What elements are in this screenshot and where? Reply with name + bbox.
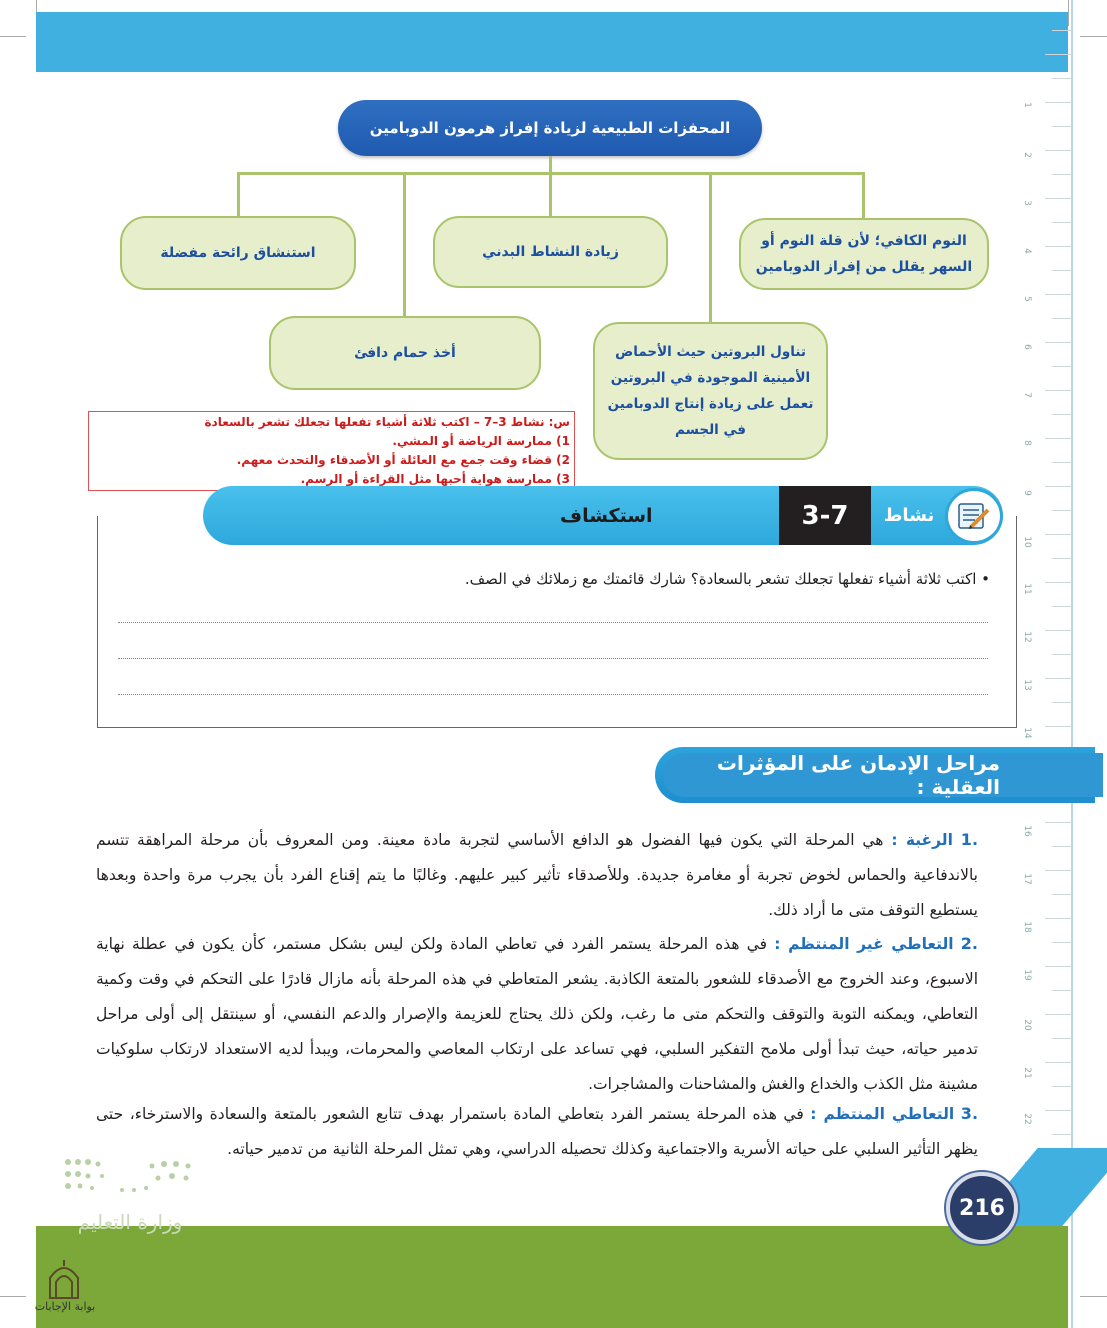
ruler-number: 13 — [1022, 679, 1032, 691]
ruler-tick — [1052, 30, 1071, 31]
ruler-tick — [1045, 534, 1071, 535]
ruler-tick — [1052, 1086, 1071, 1087]
activity-label: نشاط — [883, 505, 935, 526]
ruler-tick — [1045, 582, 1071, 583]
connector — [403, 172, 406, 318]
ruler-tick — [1052, 606, 1071, 607]
connector — [237, 172, 240, 218]
paragraph-irregular-use — [96, 926, 978, 1102]
answer-line — [118, 658, 988, 659]
ruler-tick — [1052, 510, 1071, 511]
ruler-number: 20 — [1022, 1019, 1032, 1031]
ruler-number: 2 — [1022, 152, 1032, 158]
ruler-number: 9 — [1022, 490, 1032, 496]
ruler-tick — [1052, 558, 1071, 559]
ruler-tick — [1045, 438, 1071, 439]
ruler-tick — [1045, 966, 1071, 967]
ruler-tick — [1045, 918, 1071, 919]
activity-title: استكشاف — [560, 504, 653, 527]
ruler-tick — [1052, 318, 1071, 319]
ruler-tick — [1045, 870, 1071, 871]
node-scent: استنشاق رائحة مفضلة — [120, 216, 356, 290]
crop-mark — [0, 36, 26, 37]
ruler-tick — [1052, 1038, 1071, 1039]
ruler-tick — [1045, 678, 1071, 679]
ruler-tick — [1045, 150, 1071, 151]
crop-mark — [1068, 0, 1069, 26]
node-sleep: النوم الكافي؛ لأن قلة النوم أو السهر يقلل من إفراز الدوبامين — [739, 218, 989, 290]
ruler-tick — [1045, 54, 1071, 55]
activity-number: 3-7 — [779, 486, 871, 545]
answer-note — [88, 411, 575, 491]
paragraph-term: الرغبة : — [891, 831, 953, 849]
ruler-number: 12 — [1022, 631, 1032, 643]
paragraph-text: هي المرحلة التي يكون فيها الفضول هو الدافع الأساسي لتجربة مادة معينة. ومن المعروف بأن مرحلة المراهقة تتسم بالاندفاعية والحماس لخوض تجربة أو مغامرة جديدة. وللأصدقاء تأثير كبير عليهم. وغالبًا ما يتم إقناع الفرد بأن يجرب مرة واحدة وبعدها يستطيع التوقف متى ما أراد ذلك. — [96, 831, 978, 919]
answer-item-1: 1) ممارسة الرياضة أو المشي. — [392, 434, 570, 448]
ruler-tick — [1045, 630, 1071, 631]
ruler-number: 22 — [1022, 1113, 1032, 1125]
ruler-tick — [1052, 654, 1071, 655]
answer-item-3: 3) ممارسة هواية أحبها مثل القراءة أو الرسم. — [300, 472, 570, 486]
ruler-tick — [1052, 414, 1071, 415]
ruler-tick — [1045, 726, 1071, 727]
ministry-logo-dots — [62, 1156, 198, 1198]
ruler-tick — [1052, 990, 1071, 991]
ruler-tick — [1052, 270, 1071, 271]
node-physical-activity: زيادة النشاط البدني — [433, 216, 668, 288]
top-color-band — [36, 12, 1068, 72]
node-protein: تناول البروتين حيث الأحماض الأمينية الموجودة في البروتين تعمل على زيادة إنتاج الدوبامين في الجسم — [593, 322, 828, 460]
page-ruler — [1071, 0, 1073, 1328]
ruler-tick — [1045, 1014, 1071, 1015]
answer-line — [118, 694, 988, 695]
diagram-root: المحفزات الطبيعية لزيادة إفراز هرمون الدوبامين — [338, 100, 762, 156]
ruler-tick — [1045, 102, 1071, 103]
node-warm-bath: أخذ حمام دافئ — [269, 316, 541, 390]
connector — [549, 172, 552, 218]
ruler-tick — [1045, 198, 1071, 199]
paragraph-desire — [96, 822, 978, 928]
crop-mark — [1080, 1296, 1107, 1297]
ruler-tick — [1045, 246, 1071, 247]
paragraph-term: التعاطي غير المنتظم : — [774, 935, 954, 953]
ruler-number: 18 — [1022, 921, 1032, 933]
ruler-tick — [1052, 222, 1071, 223]
ruler-tick — [1045, 1062, 1071, 1063]
section-title: مراحل الإدمان على المؤثرات العقلية : — [716, 751, 1000, 799]
ruler-tick — [1045, 294, 1071, 295]
ruler-number: 17 — [1022, 873, 1032, 885]
ruler-tick — [1045, 822, 1071, 823]
ruler-tick — [1052, 702, 1071, 703]
ruler-tick — [1052, 846, 1071, 847]
ruler-tick — [1045, 486, 1071, 487]
ruler-number: 19 — [1022, 969, 1032, 981]
page-number: 216 — [946, 1172, 1018, 1244]
activity-instruction: • اكتب ثلاثة أشياء تفعلها تجعلك تشعر بالسعادة؟ شارك قائمتك مع زملائك في الصف. — [464, 570, 990, 588]
paragraph-number: .2 — [960, 934, 978, 953]
bottom-green-band — [36, 1226, 1068, 1328]
ruler-tick — [1052, 462, 1071, 463]
ruler-number: 3 — [1022, 200, 1032, 206]
ruler-number: 11 — [1022, 583, 1032, 595]
ruler-tick — [1052, 366, 1071, 367]
ruler-number: 8 — [1022, 440, 1032, 446]
paragraph-text: في هذه المرحلة يستمر الفرد بتعاطي المادة باستمرار بهدف تتابع الشعور بالمتعة والسعادة والاسترخاء، حتى يظهر التأثير السلبي على حياته الأسرية والاجتماعية وكذلك تحصيله الدراسي، وهي تمثل المرحلة الثانية من تدمير حياته. — [96, 1105, 978, 1158]
paragraph-number: .3 — [960, 1104, 979, 1123]
ruler-number: 7 — [1022, 392, 1032, 398]
mosque-logo-icon — [44, 1256, 84, 1300]
ruler-tick — [1045, 342, 1071, 343]
crop-mark — [1080, 36, 1107, 37]
ruler-tick — [1045, 390, 1071, 391]
portal-logo-text: بوابة الإجابات — [34, 1300, 96, 1313]
ruler-number: 1 — [1022, 102, 1032, 108]
ruler-number: 21 — [1022, 1067, 1032, 1079]
ruler-number: 10 — [1022, 536, 1032, 548]
ruler-number: 4 — [1022, 248, 1032, 254]
ruler-number: 14 — [1022, 727, 1032, 739]
ruler-tick — [1052, 126, 1071, 127]
ruler-tick — [1052, 894, 1071, 895]
paragraph-term: التعاطي المنتظم : — [810, 1105, 955, 1123]
ministry-logo-text: وزارة التعليم — [77, 1210, 183, 1234]
ruler-tick — [1052, 1134, 1071, 1135]
paragraph-regular-use — [96, 1096, 978, 1167]
answer-line — [118, 622, 988, 623]
answer-item-2: 2) قضاء وقت جمع مع العائلة أو الأصدقاء والتحدث معهم. — [236, 453, 570, 467]
ruler-number: 6 — [1022, 344, 1032, 350]
paragraph-number: .1 — [960, 830, 979, 849]
connector — [709, 172, 712, 324]
ruler-tick — [1052, 942, 1071, 943]
answer-question: س: نشاط 3–7 – اكتب ثلاثة أشياء تفعلها تجعلك تشعر بالسعادة — [204, 415, 570, 429]
ruler-tick — [1052, 174, 1071, 175]
ruler-tick — [1045, 1110, 1071, 1111]
paragraph-text: في هذه المرحلة يستمر الفرد في تعاطي المادة ولكن ليس بشكل مستمر، كأن يكون في عطلة نهاية الاسبوع، وعند الخروج مع الأصدقاء للشعور بالمتعة الكاذبة. يشعر المتعاطي في هذه المرحلة بأنه مازال قادرًا على التحكم في وقت وكمية التعاطي، ويمكنه التوبة والتوقف والتحكم متى ما رغب، ولكن ذلك يحتاج للعزيمة والإصرار والدعم النفسي، أو سينتقل إلى أولى مراحل تدمير حياته، حيث تبدأ أولى ملامح التفكير السلبي، فهي تساعد على ارتكاب المعاصي والمحرمات، ويبدأ لديه الاستعداد لارتكاب سلوكيات مشينة مثل الكذب والخداع والغش والمشاحنات والمشاجرات. — [96, 935, 978, 1093]
ruler-tick — [1052, 78, 1071, 79]
ruler-number: 5 — [1022, 296, 1032, 302]
notebook-pencil-icon — [945, 488, 1003, 544]
ruler-number: 16 — [1022, 825, 1032, 837]
crop-mark — [0, 1296, 26, 1297]
connector — [862, 172, 865, 220]
